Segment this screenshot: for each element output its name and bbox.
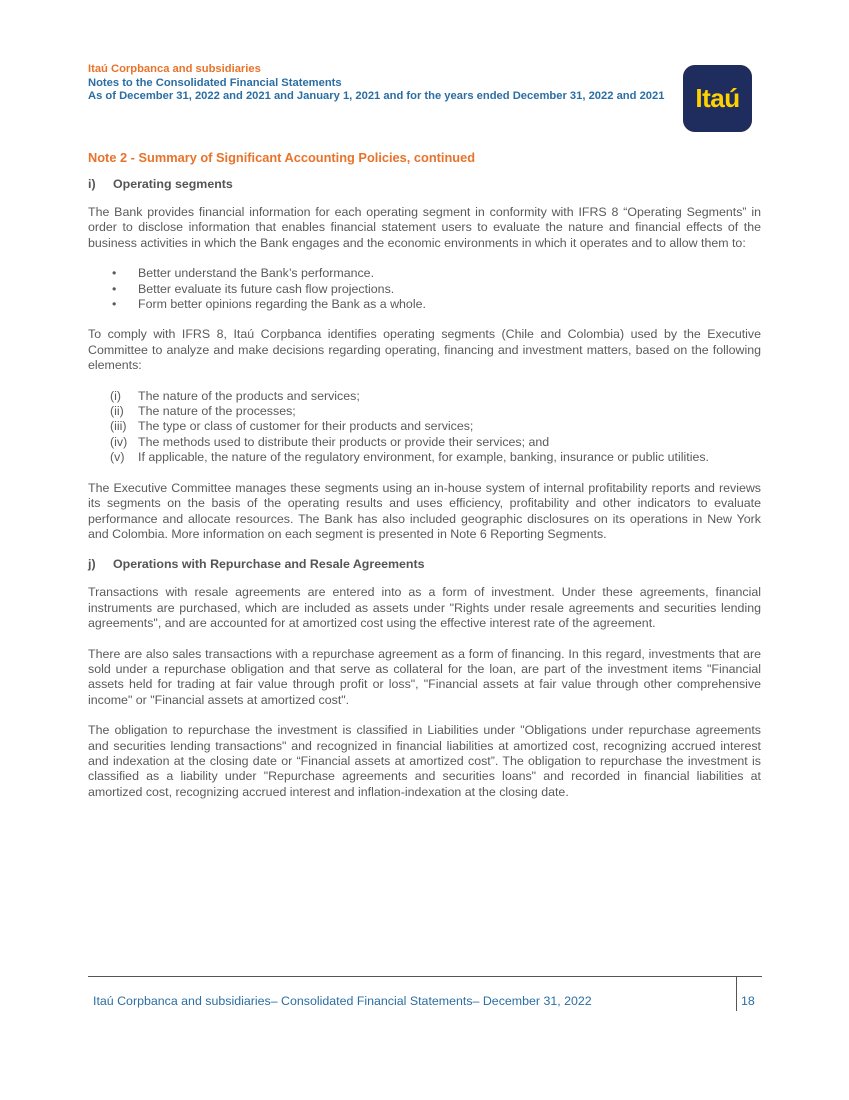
bullet-item: • Form better opinions regarding the Bank as a whole. (112, 297, 761, 312)
section-j-heading (88, 557, 761, 571)
element-item (110, 435, 761, 450)
bullet-item: • Better understand the Bank’s performance. (112, 266, 761, 281)
logo-text: Itaú (695, 83, 740, 113)
element-text: The type or class of customer for their products and services; (138, 419, 474, 434)
element-text: The nature of the products and services; (138, 388, 360, 403)
element-text: The nature of the processes; (138, 404, 296, 419)
header-company: Itaú Corpbanca and subsidiaries (88, 63, 261, 75)
section-j-paragraph-3: The obligation to repurchase the investment is classified in Liabilities under "Obligations under repurchase agreements and securities lending transactions" and recognized in financial liabilities at amortized cost, recognizing accrued interest and indexation at the closing date or “Financial assets at amortized cost”. The obligation to repurchase the investment is classified as a liability under "Repurchase agreements and securities loans" and recorded in financial liabilities at amortized cost, recognizing accrued interest and inflation-indexation at the closing date. (88, 723, 761, 799)
footer-text: Itaú Corpbanca and subsidiaries– Consolidated Financial Statements– December 31, 2022 (93, 994, 592, 1008)
element-number: (v) (110, 450, 125, 465)
element-item (110, 404, 761, 419)
section-i-elements-list (88, 389, 761, 466)
itau-logo (683, 65, 752, 132)
section-i-bullet-list (88, 266, 761, 312)
section-i-title: Operating segments (113, 177, 233, 191)
section-i-paragraph-3: The Executive Committee manages these segments using an in-house system of internal profitability reports and reviews its segments on the basis of the operating results and uses efficiency, profitability and other indicators to evaluate performance and allocate resources. The Bank has also included geographic disclosures on its operations in New York and Colombia. More information on each segment is presented in Note 6 Reporting Segments. (88, 480, 761, 541)
element-item (110, 419, 761, 434)
element-number: (i) (110, 388, 122, 403)
document-body (88, 150, 761, 815)
section-i-paragraph-2: To comply with IFRS 8, Itaú Corpbanca identifies operating segments (Chile and Colombia) used by the Executive Committee to analyze and make decisions regarding operating, financing and investment matters, based on the following elements: (88, 327, 761, 373)
document-header (88, 63, 688, 104)
footer-divider (736, 977, 737, 1011)
element-item (110, 389, 761, 404)
bullet-item: • Better evaluate its future cash flow projections. (112, 282, 761, 297)
section-j-title: Operations with Repurchase and Resale Agreements (113, 557, 425, 572)
page-number: 18 (741, 994, 755, 1008)
header-line-1: Notes to the Consolidated Financial Statements (88, 76, 342, 89)
section-i-paragraph-1: The Bank provides financial information for each operating segment in conformity with IFRS 8 “Operating Segments” in order to disclose information that enables financial statement users to evaluate the nature and financial effects of the business activities in which the Bank engages and the economic environments in which it operates and to allow them to: (88, 205, 761, 250)
header-line-2: As of December 31, 2022 and 2021 and January 1, 2021 and for the years ended December 31, 2022 and 2021 (88, 90, 665, 103)
footer-rule (88, 976, 762, 977)
element-number: (iv) (110, 434, 128, 449)
element-number: (iii) (110, 419, 127, 434)
section-i-label: i) (88, 177, 96, 191)
section-j-label: j) (88, 557, 96, 572)
section-i-heading (88, 177, 761, 191)
section-j-paragraph-2: There are also sales transactions with a repurchase agreement as a form of financing. In this regard, investments that are sold under a repurchase obligation and that serve as collateral for the loan, are part of the investment items "Financial assets held for trading at fair value through profit or loss", "Financial assets at fair value through other comprehensive income" or "Financial assets at amortized cost". (88, 646, 761, 707)
note-title: Note 2 - Summary of Significant Accounting Policies, continued (88, 150, 476, 165)
section-j-paragraph-1: Transactions with resale agreements are entered into as a form of investment. Under these agreements, financial instruments are purchased, which are included as assets under "Rights under resale agreements and securities lending agreements", and are accounted for at amortized cost using the effective interest rate of the agreement. (88, 585, 761, 631)
element-text: The methods used to distribute their products or provide their services; and (138, 434, 550, 449)
element-item (110, 450, 761, 465)
element-text: If applicable, the nature of the regulatory environment, for example, banking, insurance or public utilities. (138, 450, 709, 465)
element-number: (ii) (110, 404, 124, 419)
logo-badge (683, 65, 752, 132)
